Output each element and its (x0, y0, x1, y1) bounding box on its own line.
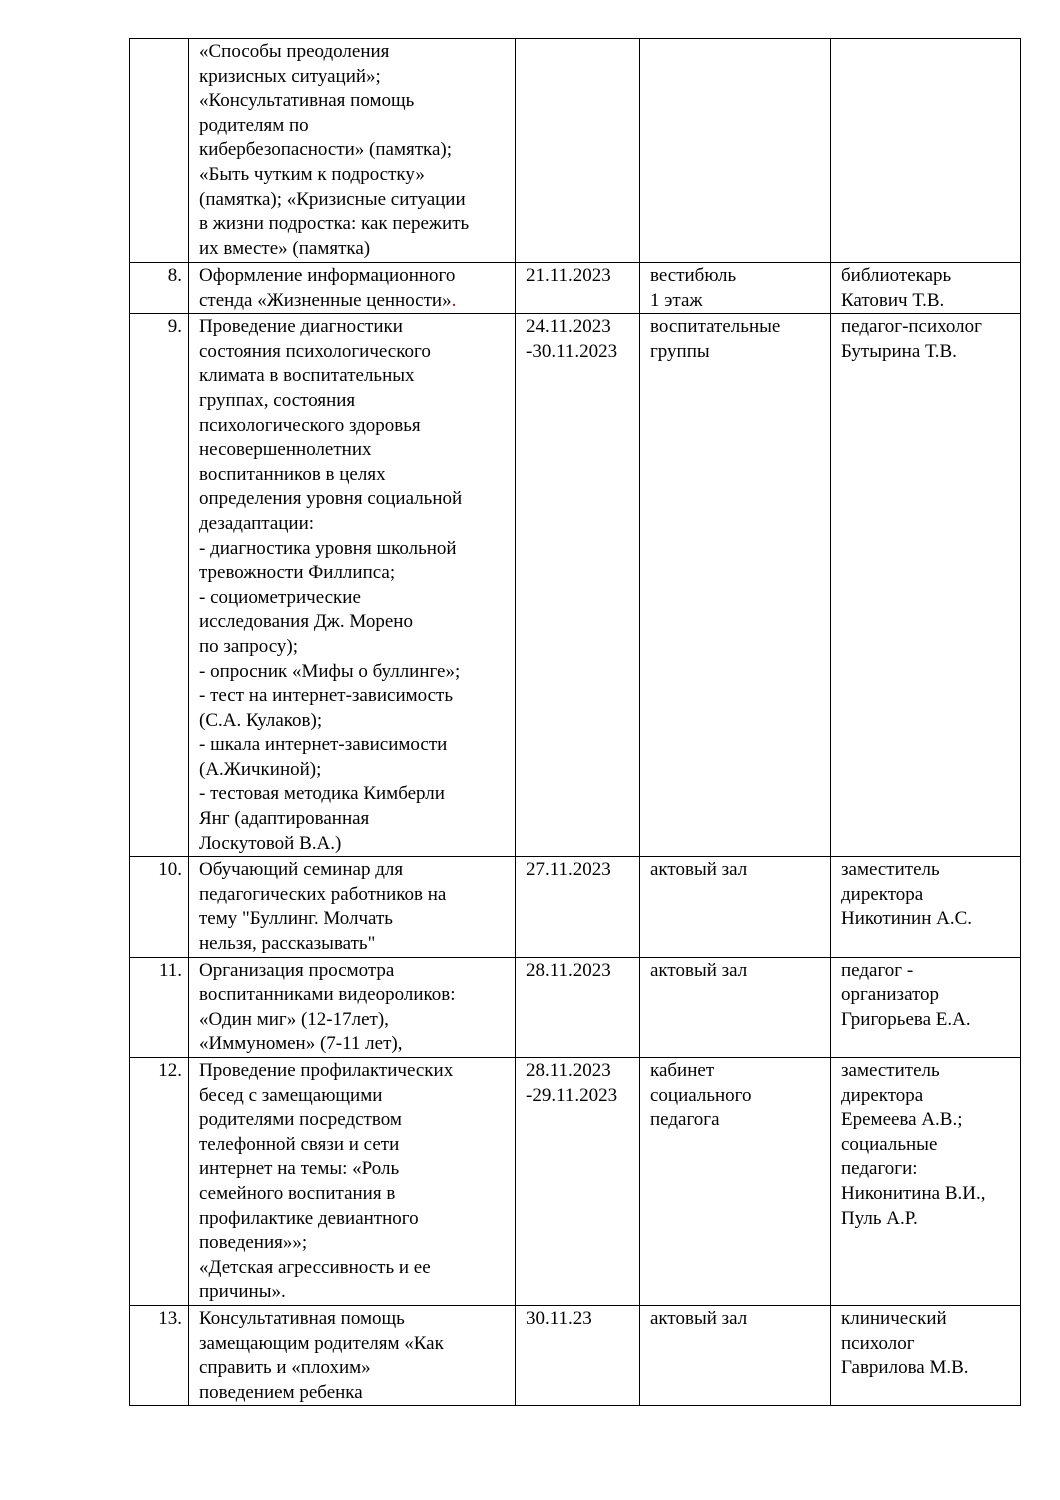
place-cell: кабинет социального педагога (640, 1058, 831, 1306)
date-cell: 30.11.23 (516, 1306, 640, 1406)
date-cell: 21.11.2023 (516, 263, 640, 314)
event-text-suffix: . (451, 289, 457, 311)
place-cell: вестибюль 1 этаж (640, 263, 831, 314)
responsible-cell: библиотекарь Катович Т.В. (831, 263, 1021, 314)
place-cell: актовый зал (640, 857, 831, 957)
place-cell: воспитательные группы (640, 314, 831, 857)
date-cell: 28.11.2023 -29.11.2023 (516, 1058, 640, 1306)
row-number-cell: 12. (130, 1058, 189, 1306)
table-row (130, 39, 1021, 263)
table-row (130, 1306, 1021, 1406)
place-cell (640, 39, 831, 263)
table-row (130, 957, 1021, 1057)
place-cell: актовый зал (640, 1306, 831, 1406)
date-cell: 27.11.2023 (516, 857, 640, 957)
row-number-cell: 11. (130, 957, 189, 1057)
row-number-cell: 13. (130, 1306, 189, 1406)
responsible-cell: клинический психолог Гаврилова М.В. (831, 1306, 1021, 1406)
event-cell: «Способы преодоления кризисных ситуаций»; «Консультативная помощь родителям по кибербезопасности» (памятка); «Быть чутким к подростку» (памятка); «Кризисные ситуации в жизни подростка: как пережить их вместе» (памятка) (189, 39, 516, 263)
place-cell: актовый зал (640, 957, 831, 1057)
table-row (130, 314, 1021, 857)
events-plan-table (129, 38, 1021, 1406)
row-number-cell: 9. (130, 314, 189, 857)
event-cell: Проведение диагностики состояния психологического климата в воспитательных группах, состояния психологического здоровья несовершеннолетних воспитанников в целях определения уровня социальной дезадаптации: - диагностика уровня школьной тревожности Филлипса; - социометрические исследования Дж. Морено по запросу); - опросник «Мифы о буллинге»; - тест на интернет-зависимость (С.А. Кулаков); - шкала интернет-зависимости (А.Жичкиной); - тестовая методика Кимберли Янг (адаптированная Лоскутовой В.А.) (189, 314, 516, 857)
event-cell: Консультативная помощь замещающим родителям «Как справить и «плохим» поведением ребенка (189, 1306, 516, 1406)
responsible-cell: педагог-психолог Бутырина Т.В. (831, 314, 1021, 857)
row-number-cell: 10. (130, 857, 189, 957)
event-text: Оформление информационного стенда «Жизненные ценности» (199, 265, 456, 311)
date-cell: 28.11.2023 (516, 957, 640, 1057)
responsible-cell: педагог - организатор Григорьева Е.А. (831, 957, 1021, 1057)
event-cell: Проведение профилактических бесед с замещающими родителями посредством телефонной связи и сети интернет на темы: «Роль семейного воспитания в профилактике девиантного поведения»»; «Детская агрессивность и ее причины». (189, 1058, 516, 1306)
responsible-cell: заместитель директора Никотинин А.С. (831, 857, 1021, 957)
row-number-cell (130, 39, 189, 263)
responsible-cell (831, 39, 1021, 263)
table-row (130, 857, 1021, 957)
event-cell: Обучающий семинар для педагогических работников на тему "Буллинг. Молчать нельзя, рассказывать" (189, 857, 516, 957)
date-cell (516, 39, 640, 263)
table-row (130, 263, 1021, 314)
event-cell (189, 263, 516, 314)
responsible-cell: заместитель директора Еремеева А.В.; социальные педагоги: Никонитина В.И., Пуль А.Р. (831, 1058, 1021, 1306)
date-cell: 24.11.2023 -30.11.2023 (516, 314, 640, 857)
table-row (130, 1058, 1021, 1306)
event-cell: Организация просмотра воспитанниками видеороликов: «Один миг» (12-17лет), «Иммуномен» (7-11 лет), (189, 957, 516, 1057)
row-number-cell: 8. (130, 263, 189, 314)
